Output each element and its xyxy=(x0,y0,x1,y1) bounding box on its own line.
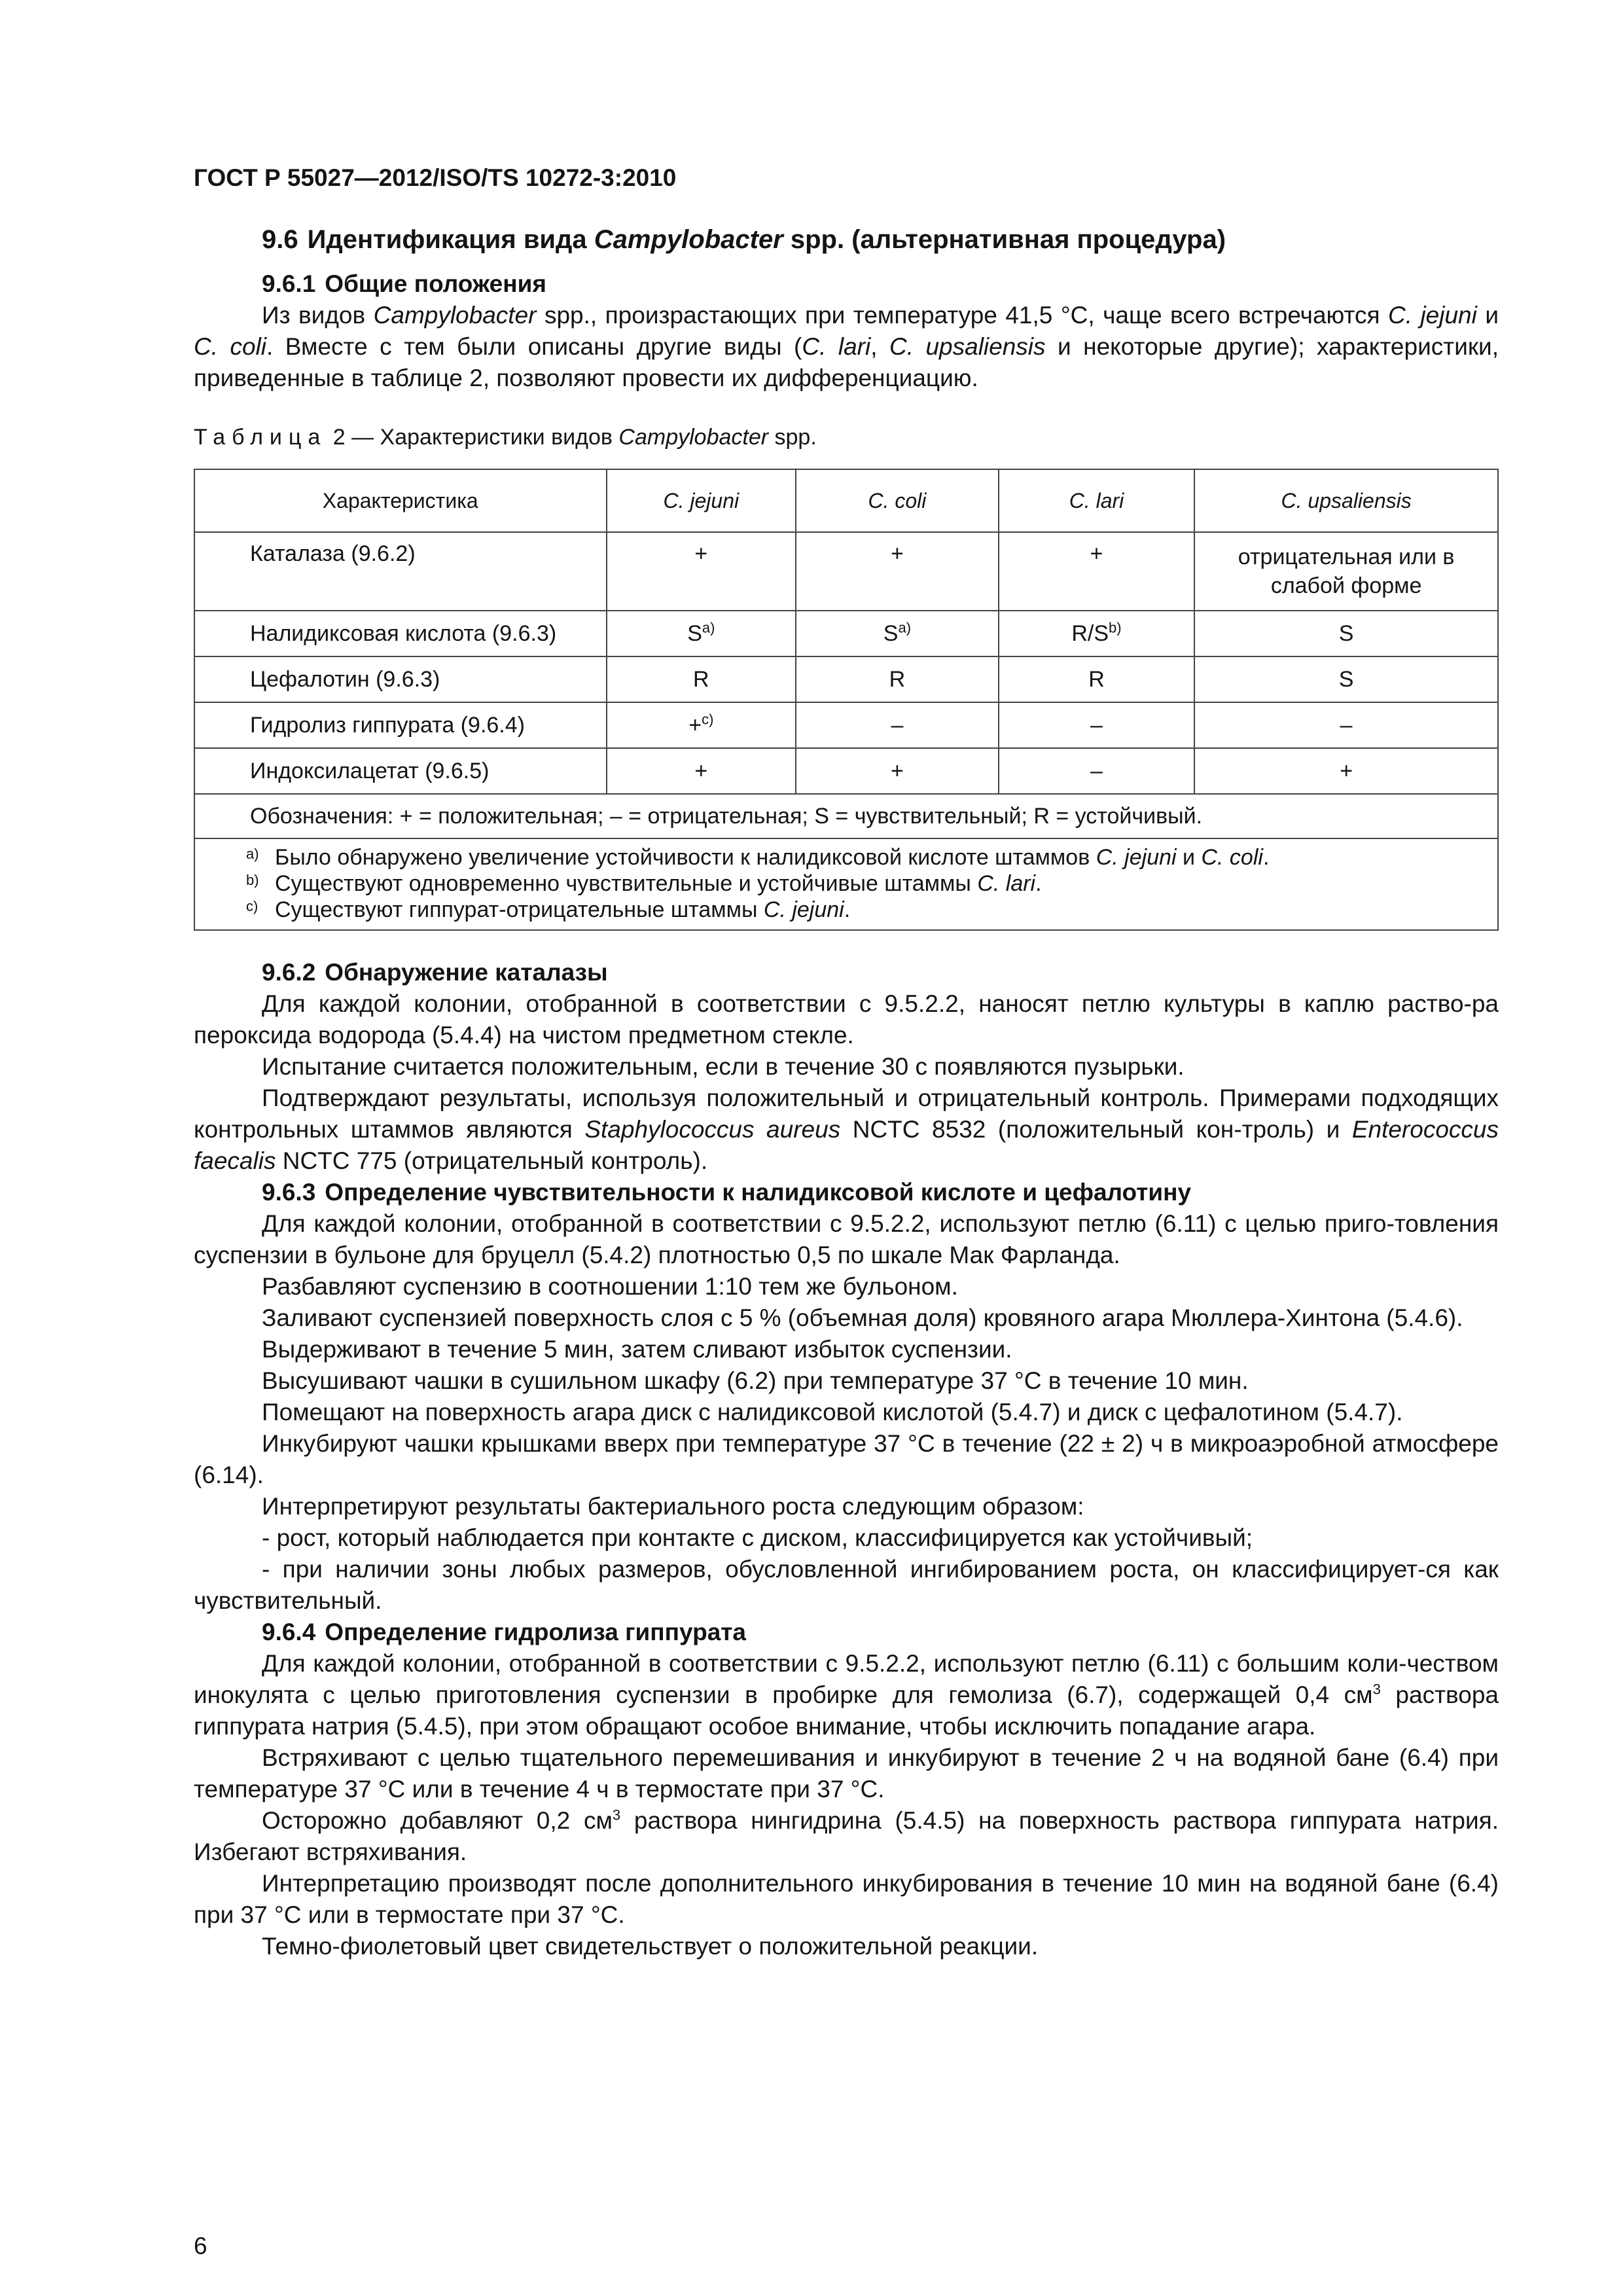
footnote-a: a) Было обнаружено увеличение устойчивости к налидиксовой кислоте штаммов C. jejuni и C. coli. xyxy=(246,845,1270,870)
column-header: C. jejuni xyxy=(607,469,796,532)
characteristics-table xyxy=(194,469,1499,931)
table-row: Цефалотин (9.6.3) R R R S xyxy=(194,656,1498,702)
list-item: - при наличии зоны любых размеров, обусловленной ингибированием роста, он классифицирует-ся как чувствительный. xyxy=(194,1556,1499,1614)
section-9-6-heading: 9.6 Идентификация вида Campylobacter spp. (альтернативная процедура) xyxy=(262,225,1226,254)
document-header: ГОСТ Р 55027—2012/ISO/TS 10272-3:2010 xyxy=(194,164,677,191)
footnote-c: c) Существуют гиппурат-отрицательные штаммы C. jejuni. xyxy=(246,897,851,922)
paragraph: Интерпретацию производят после дополнительного инкубирования в течение 10 мин на водяной бане (6.4) при 37 °С или в термостате при 37 °С. xyxy=(194,1870,1499,1928)
paragraph: Разбавляют суспензию в соотношении 1:10 тем же бульоном. xyxy=(262,1273,958,1300)
footnote-b: b) Существуют одновременно чувствительные и устойчивые штаммы C. lari. xyxy=(246,871,1042,896)
column-header: C. coli xyxy=(796,469,999,532)
paragraph: Помещают на поверхность агара диск с налидиксовой кислотой (5.4.7) и диск с цефалотином (5.4.7). xyxy=(262,1399,1403,1426)
table-row: Каталаза (9.6.2) + + + отрицательная или в слабой форме xyxy=(194,532,1498,611)
column-header: C. upsaliensis xyxy=(1194,469,1498,532)
paragraph: Испытание считается положительным, если в течение 30 с появляются пузырьки. xyxy=(262,1053,1185,1080)
paragraph: Осторожно добавляют 0,2 $см^3$ раствора нингидрина (5.4.5) на поверхность раствора гиппурата натрия. Избегают встряхивания. xyxy=(194,1806,1499,1865)
list-item: - рост, который наблюдается при контакте с диском, классифицируется как устойчивый; xyxy=(262,1524,1253,1551)
paragraph: Темно-фиолетовый цвет свидетельствует о положительной реакции. xyxy=(262,1933,1039,1960)
paragraph: Высушивают чашки в сушильном шкафу (6.2) при температуре 37 °С в течение 10 мин. xyxy=(262,1367,1249,1394)
paragraph: Выдерживают в течение 5 мин, затем сливают избыток суспензии. xyxy=(262,1336,1012,1363)
paragraph: Для каждой колонии, отобранной в соответствии с 9.5.2.2, используют петлю (6.11) с целью приго-товления суспензии в бульоне для бруцелл (5.4.2) плотностью 0,5 по шкале Мак Фарланда. xyxy=(194,1210,1499,1268)
table-header-row xyxy=(194,469,1498,532)
table-row: Гидролиз гиппурата (9.6.4) +$^{c)}$ – – – xyxy=(194,702,1498,748)
paragraph: Встряхивают с целью тщательного перемешивания и инкубируют в течение 2 ч на водяной бане (6.4) при температуре 37 °С или в течение 4 ч в термостате при 37 °С. xyxy=(194,1744,1499,1803)
paragraph: Для каждой колонии, отобранной в соответствии с 9.5.2.2, наносят петлю культуры в каплю раство-ра пероксида водорода (5.4.4) на чистом предметном стекле. xyxy=(194,990,1499,1049)
paragraph: Подтверждают результаты, используя положительный и отрицательный контроль. Примерами подходящих контрольных штаммов являются Staphylococcus aureus NCTC 8532 (положительный кон-троль) и Enterococcus faecalis NCTC 775 (отрицательный контроль). xyxy=(194,1085,1499,1174)
column-header: C. lari xyxy=(999,469,1195,532)
section-heading: 9.6.1 Общие положения xyxy=(262,270,546,297)
table-row: Налидиксовая кислота (9.6.3) $S^{a)}$ $S^{a)}$ $R/S^{b)}$ S xyxy=(194,611,1498,656)
paragraph: Инкубируют чашки крышками вверх при температуре 37 °С в течение (22 ± 2) ч в микроаэробной атмосфере (6.14). xyxy=(194,1430,1499,1488)
table-footnotes-row xyxy=(194,838,1498,930)
section-9-6-1 xyxy=(194,268,1499,394)
section-heading: 9.6.4 Определение гидролиза гиппурата xyxy=(262,1619,746,1645)
table-caption: Таблица 2 — Характеристики видов Campylobacter spp. xyxy=(194,425,817,450)
page-number: 6 xyxy=(194,2233,207,2259)
paragraph: Заливают суспензией поверхность слоя с 5 % (объемная доля) кровяного агара Мюллера-Хинтона (5.4.6). xyxy=(262,1304,1463,1331)
paragraph: Из видов Campylobacter spp., произрастающих при температуре 41,5 °С, чаще всего встречаются C. jejuni и C. coli. Вместе с тем были описаны другие виды (C. lari, C. upsaliensis и некоторые другие); характеристики, приведенные в таблице 2, позволяют провести их дифференциацию. xyxy=(194,302,1499,391)
paragraph: Для каждой колонии, отобранной в соответствии с 9.5.2.2, используют петлю (6.11) с большим коли-чеством инокулята с целью приготовления суспензии в пробирке для гемолиза (6.7), содержащей 0,4 $см^3$ раствора гиппурата натрия (5.4.5), при этом обращают особое внимание, чтобы исключить попадание агара. xyxy=(194,1650,1499,1740)
column-header: Характеристика xyxy=(194,469,607,532)
paragraph: Интерпретируют результаты бактериального роста следующим образом: xyxy=(262,1493,1084,1520)
table-row: Индоксилацетат (9.6.5) + + – + xyxy=(194,748,1498,794)
section-heading: 9.6.3 Определение чувствительности к налидиксовой кислоте и цефалотину xyxy=(262,1179,1192,1206)
section-9-6-2-to-9-6-4 xyxy=(194,957,1499,1962)
section-heading: 9.6.2 Обнаружение каталазы xyxy=(262,959,608,986)
table-legend-row: Обозначения: + = положительная; – = отрицательная; S = чувствительный; R = устойчивый. xyxy=(194,794,1498,838)
